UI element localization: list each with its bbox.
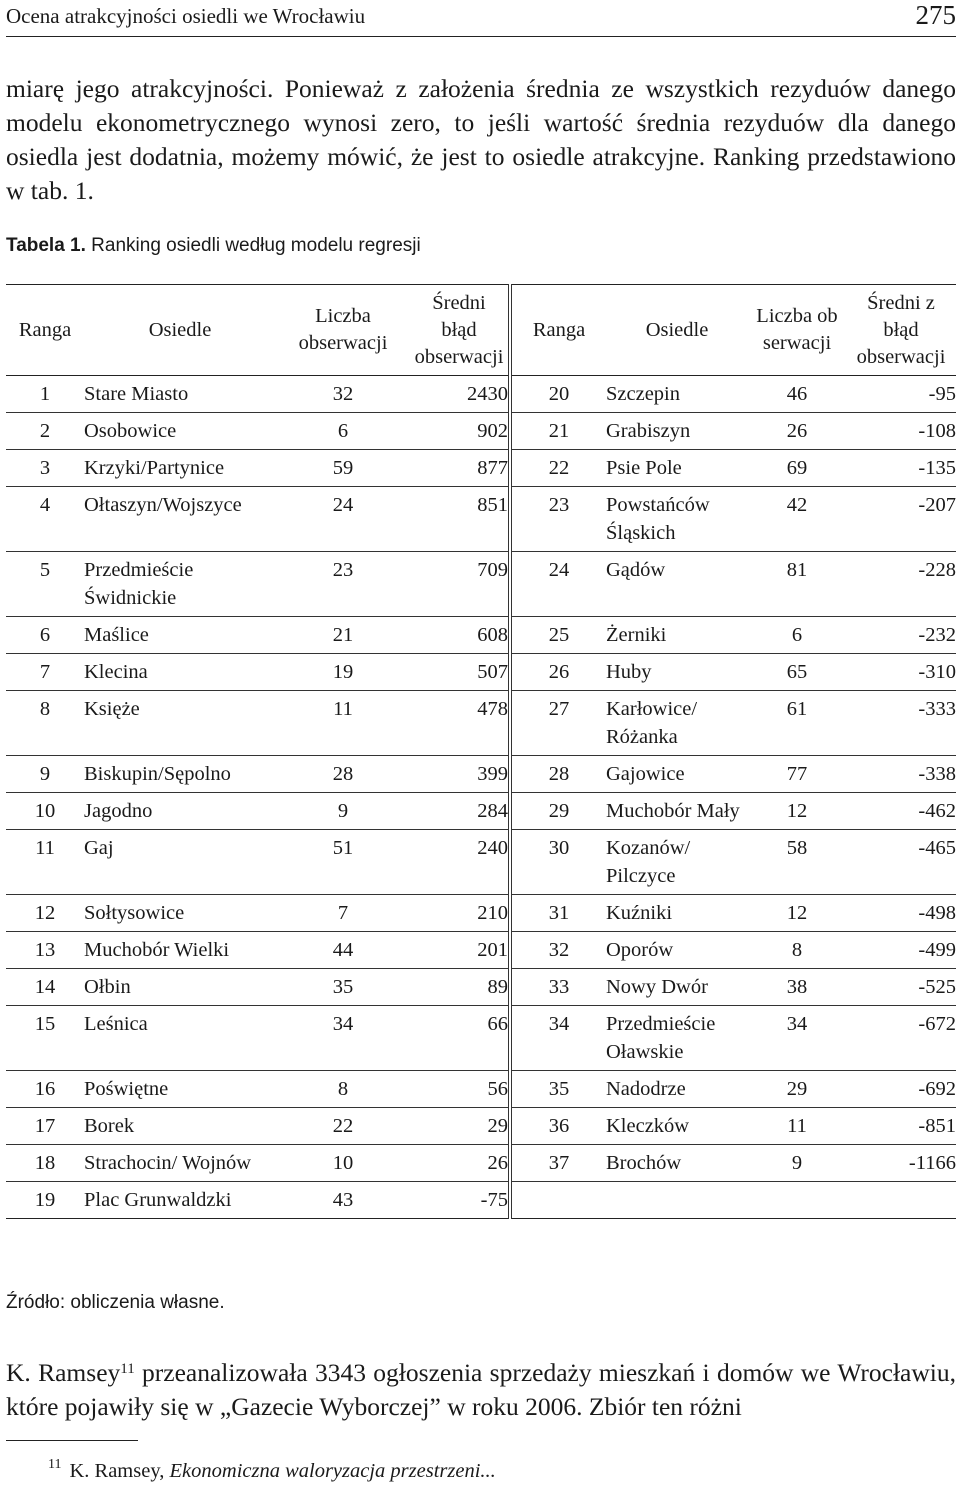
cell-error-right bbox=[846, 1182, 956, 1219]
table-row bbox=[6, 932, 956, 969]
footnote-number: 11 bbox=[48, 1457, 62, 1472]
cell-estate-right: Brochów bbox=[606, 1145, 748, 1182]
cell-estate-right: Kozanów/ Pilczyce bbox=[606, 830, 748, 895]
cell-estate-left: Plac Grunwaldzki bbox=[84, 1182, 276, 1219]
cell-error-right: -851 bbox=[846, 1108, 956, 1145]
cell-error-right: -465 bbox=[846, 830, 956, 895]
header-rank-right: Ranga bbox=[510, 285, 606, 376]
cell-rank-right: 33 bbox=[510, 969, 606, 1006]
cell-estate-left: Jagodno bbox=[84, 793, 276, 830]
cell-rank-left: 12 bbox=[6, 895, 84, 932]
cell-error-left: 29 bbox=[410, 1108, 510, 1145]
cell-count-left: 43 bbox=[276, 1182, 410, 1219]
cell-rank-left: 17 bbox=[6, 1108, 84, 1145]
header-estate-right: Osiedle bbox=[606, 285, 748, 376]
cell-estate-left: Księże bbox=[84, 691, 276, 756]
cell-error-right: -228 bbox=[846, 552, 956, 617]
cell-count-right: 29 bbox=[748, 1071, 846, 1108]
cell-estate-right: Nadodrze bbox=[606, 1071, 748, 1108]
table-caption-text: Ranking osiedli według modelu regresji bbox=[85, 235, 421, 256]
cell-count-left: 7 bbox=[276, 895, 410, 932]
cell-estate-right: Żerniki bbox=[606, 617, 748, 654]
cell-error-left: 66 bbox=[410, 1006, 510, 1071]
cell-rank-right: 34 bbox=[510, 1006, 606, 1071]
cell-count-right: 11 bbox=[748, 1108, 846, 1145]
cell-count-left: 32 bbox=[276, 376, 410, 413]
cell-error-left: 709 bbox=[410, 552, 510, 617]
cell-count-right: 9 bbox=[748, 1145, 846, 1182]
cell-error-right: -462 bbox=[846, 793, 956, 830]
cell-rank-left: 19 bbox=[6, 1182, 84, 1219]
cell-error-left: 877 bbox=[410, 450, 510, 487]
cell-rank-left: 2 bbox=[6, 413, 84, 450]
cell-count-right: 26 bbox=[748, 413, 846, 450]
cell-count-right: 77 bbox=[748, 756, 846, 793]
cell-estate-right: Kuźniki bbox=[606, 895, 748, 932]
cell-error-left: 902 bbox=[410, 413, 510, 450]
table-row bbox=[6, 793, 956, 830]
cell-rank-left: 10 bbox=[6, 793, 84, 830]
cell-count-right bbox=[748, 1182, 846, 1219]
running-head-title: Ocena atrakcyjności osiedli we Wrocławiu bbox=[6, 4, 366, 28]
cell-estate-left: Borek bbox=[84, 1108, 276, 1145]
footnote-ref: 11 bbox=[120, 1361, 135, 1377]
cell-error-left: 399 bbox=[410, 756, 510, 793]
cell-error-right: -672 bbox=[846, 1006, 956, 1071]
cell-error-left: -75 bbox=[410, 1182, 510, 1219]
table-row bbox=[6, 1145, 956, 1182]
cell-count-right: 34 bbox=[748, 1006, 846, 1071]
cell-count-left: 6 bbox=[276, 413, 410, 450]
cell-count-left: 34 bbox=[276, 1006, 410, 1071]
cell-count-right: 65 bbox=[748, 654, 846, 691]
cell-error-left: 507 bbox=[410, 654, 510, 691]
header-error-left bbox=[410, 285, 510, 376]
cell-estate-right: Przedmieście Oławskie bbox=[606, 1006, 748, 1071]
cell-count-left: 51 bbox=[276, 830, 410, 895]
footnote-rule bbox=[6, 1440, 138, 1441]
running-head bbox=[6, 0, 956, 37]
cell-rank-right: 36 bbox=[510, 1108, 606, 1145]
table-row bbox=[6, 895, 956, 932]
header-error-right bbox=[846, 285, 956, 376]
cell-error-right: -135 bbox=[846, 450, 956, 487]
cell-count-left: 23 bbox=[276, 552, 410, 617]
cell-count-left: 11 bbox=[276, 691, 410, 756]
cell-count-right: 42 bbox=[748, 487, 846, 552]
cell-rank-left: 15 bbox=[6, 1006, 84, 1071]
cell-rank-right: 29 bbox=[510, 793, 606, 830]
cell-estate-left: Ołtaszyn/Wojszyce bbox=[84, 487, 276, 552]
cell-count-right: 8 bbox=[748, 932, 846, 969]
cell-error-right: -498 bbox=[846, 895, 956, 932]
footnote bbox=[48, 1457, 496, 1483]
table-row bbox=[6, 691, 956, 756]
cell-error-right: -338 bbox=[846, 756, 956, 793]
table-row bbox=[6, 830, 956, 895]
cell-error-right: -108 bbox=[846, 413, 956, 450]
header-count-left-text: Liczba obserwacji bbox=[298, 305, 388, 354]
table-row bbox=[6, 376, 956, 413]
cell-error-left: 26 bbox=[410, 1145, 510, 1182]
cell-rank-right: 20 bbox=[510, 376, 606, 413]
cell-rank-right: 30 bbox=[510, 830, 606, 895]
cell-count-left: 21 bbox=[276, 617, 410, 654]
table-row bbox=[6, 450, 956, 487]
cell-error-left: 608 bbox=[410, 617, 510, 654]
cell-rank-left: 3 bbox=[6, 450, 84, 487]
cell-estate-right: Powstańców Śląskich bbox=[606, 487, 748, 552]
cell-rank-right: 32 bbox=[510, 932, 606, 969]
cell-error-right: -1166 bbox=[846, 1145, 956, 1182]
cell-count-right: 6 bbox=[748, 617, 846, 654]
cell-count-left: 19 bbox=[276, 654, 410, 691]
cell-count-left: 28 bbox=[276, 756, 410, 793]
cell-rank-right: 35 bbox=[510, 1071, 606, 1108]
cell-estate-right: Grabiszyn bbox=[606, 413, 748, 450]
header-error-right-text: Średni z błąd obserwacji bbox=[856, 291, 946, 368]
cell-count-right: 12 bbox=[748, 793, 846, 830]
cell-count-left: 9 bbox=[276, 793, 410, 830]
cell-error-left: 89 bbox=[410, 969, 510, 1006]
header-error-left-text: Średni błąd obserwacji bbox=[414, 291, 504, 368]
header-count-right bbox=[748, 285, 846, 376]
cell-rank-right: 27 bbox=[510, 691, 606, 756]
table-body bbox=[6, 376, 956, 1219]
cell-estate-right: Gajowice bbox=[606, 756, 748, 793]
cell-estate-right: Karłowice/ Różanka bbox=[606, 691, 748, 756]
header-rank-left: Ranga bbox=[6, 285, 84, 376]
cell-estate-left: Krzyki/Partynice bbox=[84, 450, 276, 487]
bottom-paragraph-start: K. Ramsey bbox=[6, 1358, 121, 1387]
header-estate-left: Osiedle bbox=[84, 285, 276, 376]
cell-estate-left: Osobowice bbox=[84, 413, 276, 450]
cell-estate-left: Stare Miasto bbox=[84, 376, 276, 413]
cell-error-right: -95 bbox=[846, 376, 956, 413]
table-caption bbox=[6, 235, 421, 257]
cell-error-left: 478 bbox=[410, 691, 510, 756]
cell-rank-left: 1 bbox=[6, 376, 84, 413]
intro-paragraph: miarę jego atrakcyjności. Ponieważ z założenia średnia ze wszystkich rezyduów danego modelu ekonometrycznego wynosi zero, to jeśli wartość średnia rezyduów dla danego osiedla jest dodatnia, możemy mówić, że jest to osiedle atrakcyjne. Ranking przedstawiono w tab. 1. bbox=[6, 74, 956, 205]
cell-rank-right bbox=[510, 1182, 606, 1219]
cell-error-left: 2430 bbox=[410, 376, 510, 413]
cell-estate-left: Gaj bbox=[84, 830, 276, 895]
cell-estate-right: Nowy Dwór bbox=[606, 969, 748, 1006]
cell-estate-right: Psie Pole bbox=[606, 450, 748, 487]
cell-estate-left: Klecina bbox=[84, 654, 276, 691]
table-header-row bbox=[6, 285, 956, 376]
cell-error-right: -310 bbox=[846, 654, 956, 691]
cell-error-left: 851 bbox=[410, 487, 510, 552]
table-caption-label: Tabela 1. bbox=[6, 235, 86, 256]
cell-estate-left: Ołbin bbox=[84, 969, 276, 1006]
bottom-paragraph bbox=[6, 1356, 956, 1424]
cell-count-right: 46 bbox=[748, 376, 846, 413]
cell-count-left: 22 bbox=[276, 1108, 410, 1145]
cell-rank-right: 28 bbox=[510, 756, 606, 793]
table-row bbox=[6, 1006, 956, 1071]
cell-error-right: -525 bbox=[846, 969, 956, 1006]
table-row bbox=[6, 969, 956, 1006]
cell-estate-left: Przedmieście Świdnickie bbox=[84, 552, 276, 617]
table-row bbox=[6, 487, 956, 552]
cell-error-left: 240 bbox=[410, 830, 510, 895]
cell-rank-left: 18 bbox=[6, 1145, 84, 1182]
cell-rank-left: 4 bbox=[6, 487, 84, 552]
cell-estate-left: Poświętne bbox=[84, 1071, 276, 1108]
table-row bbox=[6, 756, 956, 793]
header-count-right-text: Liczba obserwacji bbox=[756, 305, 838, 354]
cell-rank-right: 24 bbox=[510, 552, 606, 617]
cell-count-left: 8 bbox=[276, 1071, 410, 1108]
table-row bbox=[6, 1071, 956, 1108]
cell-estate-left: Sołtysowice bbox=[84, 895, 276, 932]
cell-rank-right: 21 bbox=[510, 413, 606, 450]
cell-error-left: 210 bbox=[410, 895, 510, 932]
cell-count-left: 24 bbox=[276, 487, 410, 552]
cell-rank-left: 14 bbox=[6, 969, 84, 1006]
cell-error-right: -692 bbox=[846, 1071, 956, 1108]
cell-error-right: -499 bbox=[846, 932, 956, 969]
cell-count-right: 38 bbox=[748, 969, 846, 1006]
cell-estate-right: Gądów bbox=[606, 552, 748, 617]
cell-error-right: -333 bbox=[846, 691, 956, 756]
cell-count-right: 12 bbox=[748, 895, 846, 932]
table-row bbox=[6, 617, 956, 654]
cell-count-right: 69 bbox=[748, 450, 846, 487]
source-note: Źródło: obliczenia własne. bbox=[6, 1292, 225, 1313]
footnote-title: Ekonomiczna waloryzacja przestrzeni... bbox=[169, 1460, 496, 1482]
cell-rank-left: 11 bbox=[6, 830, 84, 895]
cell-count-left: 44 bbox=[276, 932, 410, 969]
cell-count-right: 58 bbox=[748, 830, 846, 895]
cell-rank-right: 22 bbox=[510, 450, 606, 487]
cell-count-left: 35 bbox=[276, 969, 410, 1006]
cell-count-right: 61 bbox=[748, 691, 846, 756]
table-row bbox=[6, 654, 956, 691]
cell-rank-left: 16 bbox=[6, 1071, 84, 1108]
cell-count-left: 10 bbox=[276, 1145, 410, 1182]
cell-estate-right: Szczepin bbox=[606, 376, 748, 413]
cell-rank-right: 25 bbox=[510, 617, 606, 654]
cell-rank-left: 6 bbox=[6, 617, 84, 654]
cell-estate-left: Maślice bbox=[84, 617, 276, 654]
cell-count-left: 59 bbox=[276, 450, 410, 487]
cell-rank-left: 5 bbox=[6, 552, 84, 617]
cell-rank-right: 26 bbox=[510, 654, 606, 691]
cell-error-left: 284 bbox=[410, 793, 510, 830]
cell-rank-left: 9 bbox=[6, 756, 84, 793]
footnote-author: K. Ramsey, bbox=[69, 1460, 170, 1482]
header-count-left bbox=[276, 285, 410, 376]
cell-rank-left: 13 bbox=[6, 932, 84, 969]
cell-error-left: 56 bbox=[410, 1071, 510, 1108]
table-row bbox=[6, 1182, 956, 1219]
table-row bbox=[6, 413, 956, 450]
cell-estate-right bbox=[606, 1182, 748, 1219]
cell-error-left: 201 bbox=[410, 932, 510, 969]
cell-rank-right: 37 bbox=[510, 1145, 606, 1182]
cell-estate-right: Oporów bbox=[606, 932, 748, 969]
cell-estate-left: Biskupin/Sępolno bbox=[84, 756, 276, 793]
bottom-paragraph-rest: przeanalizowała 3343 ogłoszenia sprzedaży mieszkań i domów we Wrocławiu, które pojawiły się w „Gazecie Wyborczej” w roku 2006. Zbiór ten różni bbox=[6, 1358, 956, 1421]
ranking-table bbox=[6, 284, 956, 1219]
cell-error-right: -207 bbox=[846, 487, 956, 552]
table-row bbox=[6, 552, 956, 617]
cell-estate-right: Kleczków bbox=[606, 1108, 748, 1145]
cell-rank-left: 8 bbox=[6, 691, 84, 756]
cell-rank-right: 23 bbox=[510, 487, 606, 552]
cell-estate-left: Strachocin/ Wojnów bbox=[84, 1145, 276, 1182]
cell-estate-right: Muchobór Mały bbox=[606, 793, 748, 830]
page-number: 275 bbox=[915, 0, 956, 30]
cell-count-right: 81 bbox=[748, 552, 846, 617]
cell-estate-left: Leśnica bbox=[84, 1006, 276, 1071]
cell-rank-left: 7 bbox=[6, 654, 84, 691]
cell-estate-left: Muchobór Wielki bbox=[84, 932, 276, 969]
cell-estate-right: Huby bbox=[606, 654, 748, 691]
cell-error-right: -232 bbox=[846, 617, 956, 654]
cell-rank-right: 31 bbox=[510, 895, 606, 932]
table-row bbox=[6, 1108, 956, 1145]
